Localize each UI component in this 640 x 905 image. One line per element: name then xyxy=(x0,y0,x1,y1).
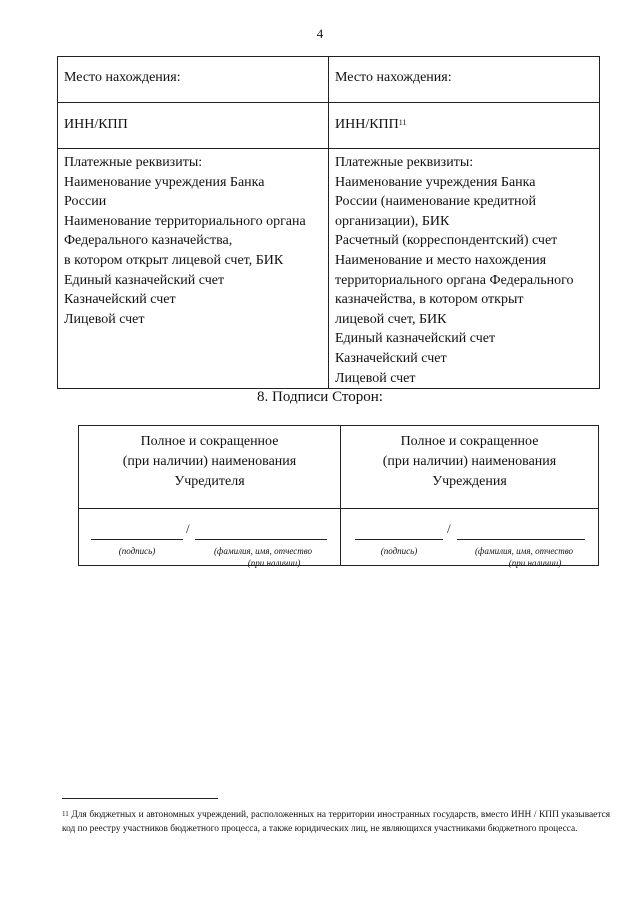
founder-heading-line: Учредителя xyxy=(174,474,245,489)
right-bank-line: казначейства, в котором открыт xyxy=(335,292,524,308)
founder-signature-caption: (подпись) xyxy=(118,546,156,556)
founder-name-line[interactable] xyxy=(195,521,327,540)
left-bank-line: Казначейский счет xyxy=(64,292,176,308)
right-bank-line: лицевой счет, БИК xyxy=(335,311,447,327)
footnote xyxy=(62,808,610,837)
inn-row xyxy=(58,103,600,149)
institution-heading-line: (при наличии) наименования xyxy=(382,454,557,469)
left-address-label: Место нахождения: xyxy=(64,70,181,85)
signature-heading-row xyxy=(79,426,599,509)
left-bank-line: Федерального казначейства, xyxy=(64,233,233,249)
institution-signature-caption: (подпись) xyxy=(380,546,418,556)
right-bank-cell xyxy=(329,149,600,389)
founder-slash: / xyxy=(186,521,190,536)
address-row xyxy=(58,57,600,103)
founder-name-caption-2: (при наличии) xyxy=(247,558,301,568)
institution-heading-line: Полное и сокращенное xyxy=(400,434,539,449)
footnote-text: Для бюджетных и автономных учреждений, расположенных на территории иностранных государств, вместо ИНН / КПП указывается код по реестру участников бюджетного процесса, а также юридических лиц, не являющихся участниками бюджетного процесса. xyxy=(62,810,611,835)
right-bank-line: Платежные реквизиты: xyxy=(335,155,474,170)
requisites-table xyxy=(57,56,600,389)
footnote-reference: 11 xyxy=(398,118,407,127)
left-address-cell xyxy=(58,57,329,103)
right-bank-line: Наименование учреждения Банка xyxy=(335,174,536,190)
institution-heading-cell xyxy=(341,426,599,509)
right-bank-line: территориального органа Федерального xyxy=(335,272,574,288)
left-inn-label: ИНН/КПП xyxy=(64,117,128,132)
right-inn-label: ИНН/КПП xyxy=(335,117,399,132)
founder-signature-line[interactable] xyxy=(91,521,183,540)
right-bank-line: Лицевой счет xyxy=(335,370,416,386)
right-bank-line: Единый казначейский счет xyxy=(335,331,496,347)
right-bank-line: организации), БИК xyxy=(335,213,450,229)
left-bank-cell xyxy=(58,149,329,389)
right-bank-line: России (наименование кредитной xyxy=(335,194,537,210)
right-address-label: Место нахождения: xyxy=(335,70,452,85)
founder-heading-line: (при наличии) наименования xyxy=(122,454,297,469)
institution-heading-line: Учреждения xyxy=(432,474,507,489)
section-title: 8. Подписи Сторон: xyxy=(257,389,383,405)
institution-slash: / xyxy=(447,521,451,536)
left-bank-line: Наименование территориального органа xyxy=(64,213,306,229)
right-bank-line: Казначейский счет xyxy=(335,350,447,366)
left-bank-line: Наименование учреждения Банка xyxy=(64,174,265,190)
right-inn-cell xyxy=(329,103,600,149)
left-bank-line: России xyxy=(64,194,107,210)
left-bank-line: в котором открыт лицевой счет, БИК xyxy=(64,252,284,268)
left-bank-line: Платежные реквизиты: xyxy=(64,155,203,170)
institution-name-line[interactable] xyxy=(457,521,585,540)
institution-signature-cell xyxy=(341,509,599,566)
founder-heading-line: Полное и сокращенное xyxy=(140,434,279,449)
left-bank-line: Лицевой счет xyxy=(64,311,145,327)
signature-line-row xyxy=(79,509,599,566)
left-bank-line: Единый казначейский счет xyxy=(64,272,225,288)
founder-signature-cell xyxy=(79,509,341,566)
right-bank-line: Расчетный (корреспондентский) счет xyxy=(335,233,558,249)
page-number: 4 xyxy=(316,26,324,41)
footnote-separator xyxy=(62,798,218,799)
signatures-table xyxy=(78,425,599,566)
right-address-cell xyxy=(329,57,600,103)
institution-signature-line[interactable] xyxy=(355,521,443,540)
founder-heading-cell xyxy=(79,426,341,509)
institution-name-caption: (фамилия, имя, отчество xyxy=(474,546,574,556)
footnote-number: 11 xyxy=(62,810,69,818)
founder-name-caption: (фамилия, имя, отчество xyxy=(213,546,313,556)
right-bank-line: Наименование и место нахождения xyxy=(335,252,547,268)
left-inn-cell xyxy=(58,103,329,149)
institution-name-caption-2: (при наличии) xyxy=(508,558,562,568)
bank-details-row xyxy=(58,149,600,389)
